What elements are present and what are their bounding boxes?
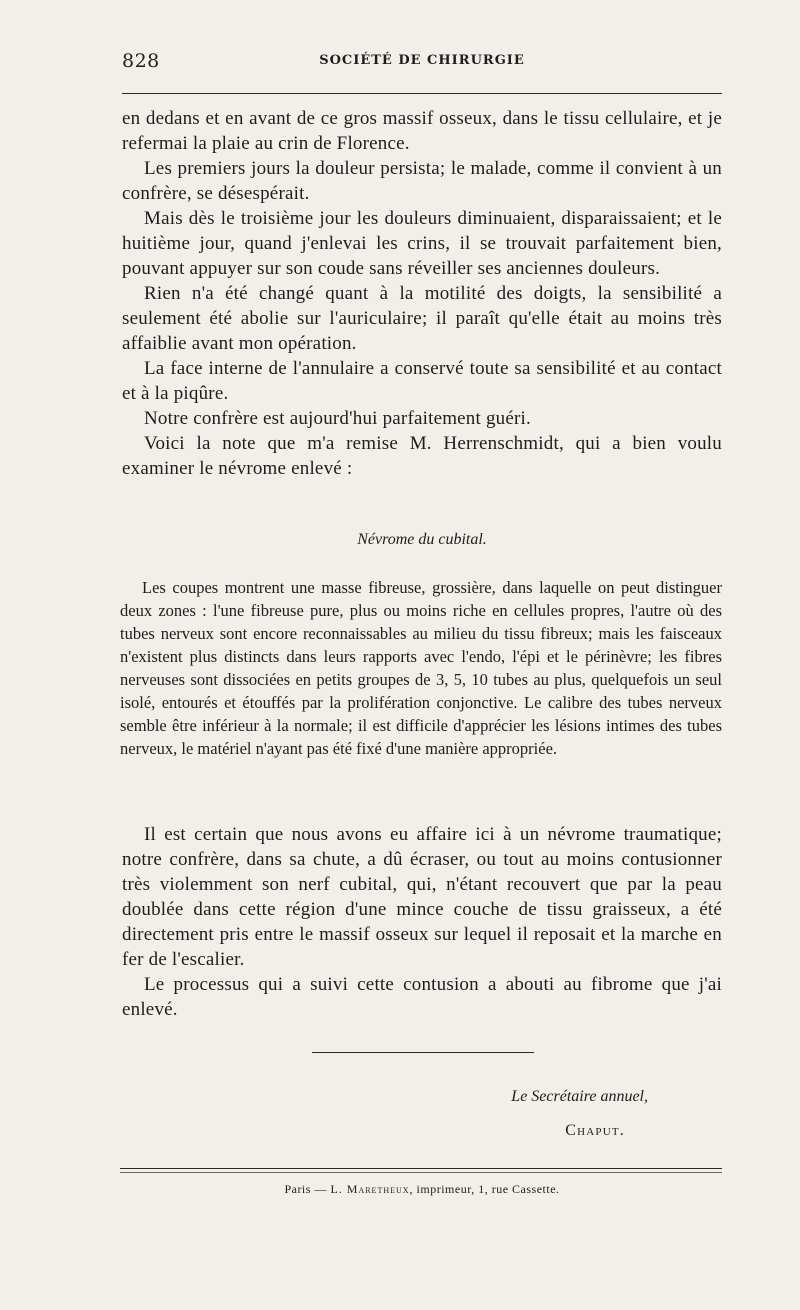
- running-head: SOCIÉTÉ DE CHIRURGIE: [319, 53, 525, 68]
- imprint-line: [122, 1182, 722, 1197]
- signature-rule: [312, 1052, 534, 1053]
- paragraph: Il est certain que nous avons eu affaire ici à un névrome traumatique; notre confrère, dans sa chute, a dû écraser, ou tout au moins contusionner très violemment son nerf cubital, qui, n'étant recouvert que par la peau doublée dans cette région d'une mince couche de tissu graisseux, a été directement pris entre le massif osseux sur lequel il reposait et la marche en fer de l'escalier.: [122, 824, 722, 970]
- imprint-city: Paris: [284, 1182, 311, 1196]
- paragraph: Voici la note que m'a remise M. Herrenschmidt, qui a bien voulu examiner le névrome enlevé :: [122, 433, 722, 479]
- paragraph: Les premiers jours la douleur persista; le malade, comme il convient à un confrère, se désespérait.: [122, 158, 722, 204]
- page-header: [122, 50, 722, 74]
- pathology-note: [120, 576, 722, 760]
- imprint-separator: —: [310, 1182, 331, 1196]
- paragraph: Mais dès le troisième jour les douleurs diminuaient, disparaissaient; et le huitième jour, quand j'enlevai les crins, il se trouvait parfaitement bien, pouvant appuyer sur son coude sans réveiller ses anciennes douleurs.: [122, 208, 722, 279]
- body-text-conclusion: [122, 822, 722, 1022]
- paragraph: Le processus qui a suivi cette contusion a abouti au fibrome que j'ai enlevé.: [122, 974, 722, 1020]
- paragraph: Notre confrère est aujourd'hui parfaitement guéri.: [144, 408, 531, 429]
- footer-rule: [120, 1168, 722, 1169]
- body-text: [122, 106, 722, 481]
- imprint-address: , imprimeur, 1, rue Cassette.: [409, 1182, 560, 1196]
- page-number: 828: [122, 50, 160, 72]
- paragraph: en dedans et en avant de ce gros massif osseux, dans le tissu cellulaire, et je refermai la plaie au crin de Florence.: [122, 108, 722, 154]
- footer-rule-thin: [120, 1172, 722, 1173]
- signature-title: Le Secrétaire annuel,: [511, 1088, 648, 1105]
- section-title: Névrome du cubital.: [357, 531, 487, 548]
- imprint-printer: L. Maretheux: [330, 1182, 410, 1196]
- paragraph: Rien n'a été changé quant à la motilité des doigts, la sensibilité a seulement été abolie sur l'auriculaire; il paraît qu'elle était au moins très affaiblie avant mon opération.: [122, 283, 722, 354]
- paragraph: La face interne de l'annulaire a conservé toute sa sensibilité et au contact et à la piqûre.: [122, 358, 722, 404]
- header-rule: [122, 93, 722, 94]
- signature-name: Chaput.: [565, 1122, 625, 1139]
- pathology-note-text: Les coupes montrent une masse fibreuse, grossière, dans laquelle on peut distinguer deux zones : l'une fibreuse pure, plus ou moins riche en cellules propres, l'autre où des tubes nerveux sont encore reconnaissables au milieu du tissu fibreux; mais les faisceaux n'existent plus distincts dans leurs rapports avec l'endo, l'épi et le périnèvre; les fibres nerveuses sont dissociées en petits groupes de 3, 5, 10 tubes au plus, quelquefois un seul isolé, entourés et étouffés par la prolifération conjonctive. Le calibre des tubes nerveux semble être inférieur à la normale; il est difficile d'apprécier les lésions intimes des tubes nerveux, le matériel n'ayant pas été fixé d'une manière appropriée.: [120, 578, 722, 758]
